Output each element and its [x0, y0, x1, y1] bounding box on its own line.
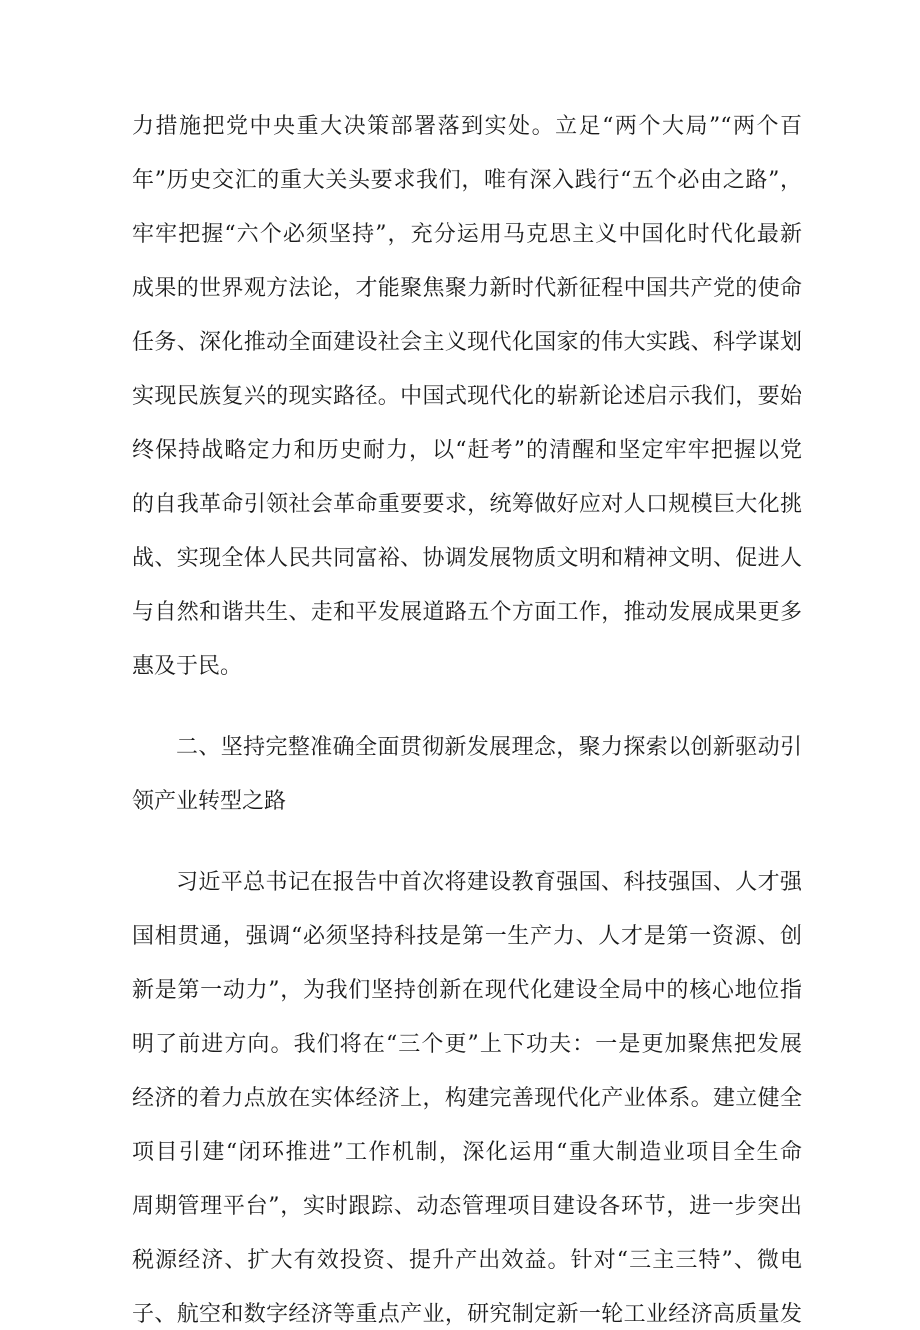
text-line: 终保持战略定力和历史耐力，以“赶考”的清醒和坚定牢牢把握以党	[132, 438, 802, 463]
text-line: 任务、深化推动全面建设社会主义现代化国家的伟大实践、科学谋划	[132, 330, 802, 355]
text-line: 新是第一动力”，为我们坚持创新在现代化建设全局中的核心地位指	[132, 978, 802, 1003]
text-line: 战、实现全体人民共同富裕、协调发展物质文明和精神文明、促进人	[132, 546, 802, 571]
text-line: 经济的着力点放在实体经济上，构建完善现代化产业体系。建立健全	[132, 1086, 802, 1111]
text-line: 项目引建“闭环推进”工作机制，深化运用“重大制造业项目全生命	[132, 1140, 802, 1165]
text-line: 国相贯通，强调“必须坚持科技是第一生产力、人才是第一资源、创	[132, 924, 802, 949]
text-line: 力措施把党中央重大决策部署落到实处。立足“两个大局”“两个百	[132, 114, 802, 139]
text-line: 惠及于民。	[132, 654, 243, 679]
text-line: 周期管理平台”，实时跟踪、动态管理项目建设各环节，进一步突出	[132, 1194, 802, 1219]
text-line: 与自然和谐共生、走和平发展道路五个方面工作，推动发展成果更多	[132, 600, 802, 625]
text-line: 税源经济、扩大有效投资、提升产出效益。针对“三主三特”、微电	[132, 1248, 802, 1273]
text-line: 子、航空和数字经济等重点产业，研究制定新一轮工业经济高质量发	[132, 1302, 802, 1327]
text-line: 明了前进方向。我们将在“三个更”上下功夫：一是更加聚焦把发展	[132, 1032, 802, 1057]
text-line: 牢牢把握“六个必须坚持”，充分运用马克思主义中国化时代化最新	[132, 222, 802, 247]
text-line: 年”历史交汇的重大关头要求我们，唯有深入践行“五个必由之路”，	[132, 168, 802, 193]
heading-line: 二、坚持完整准确全面贯彻新发展理念，聚力探索以创新驱动引	[176, 735, 802, 760]
heading-line: 领产业转型之路	[132, 789, 287, 814]
text-line: 成果的世界观方法论，才能聚焦聚力新时代新征程中国共产党的使命	[132, 276, 802, 301]
text-line: 的自我革命引领社会革命重要要求，统筹做好应对人口规模巨大化挑	[132, 492, 802, 517]
text-line: 习近平总书记在报告中首次将建设教育强国、科技强国、人才强	[176, 870, 802, 895]
text-line: 实现民族复兴的现实路径。中国式现代化的崭新论述启示我们，要始	[132, 384, 802, 409]
